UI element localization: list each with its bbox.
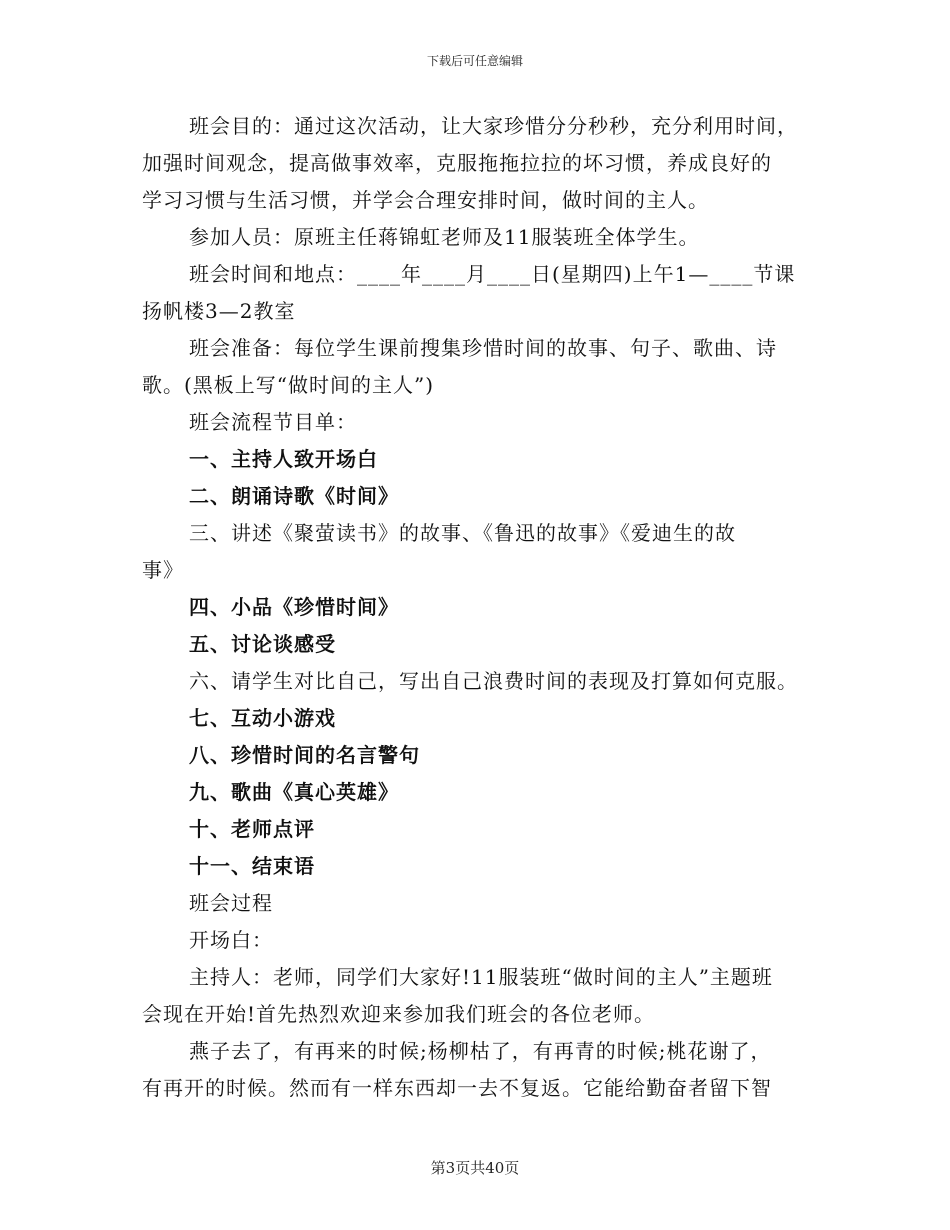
program-item-line: 七、互动小游戏 [189,706,336,730]
program-item-line: 十、老师点评 [189,817,315,841]
program-item-line: 一、主持人致开场白 [189,447,378,471]
paragraph-line: 有再开的时候。然而有一样东西却一去不复返。它能给勤奋者留下智 [142,1076,772,1100]
program-item-line: 四、小品《珍惜时间》 [189,595,399,619]
paragraph-line: 主持人：老师，同学们大家好!11服装班“做时间的主人”主题班 [189,965,773,989]
paragraph-line: 参加人员：原班主任蒋锦虹老师及11服装班全体学生。 [189,225,700,249]
paragraph-line: 三、讲述《聚萤读书》的故事、《鲁迅的故事》《爱迪生的故 [189,521,736,545]
paragraph-line: 班会流程节目单： [189,410,357,434]
program-item-line: 十一、结束语 [189,854,315,878]
page-number: 第3页共40页 [430,1159,520,1177]
paragraph-line: 扬帆楼3—2教室 [142,299,296,323]
program-item-line: 九、歌曲《真心英雄》 [189,780,399,804]
document-body [142,108,812,1107]
paragraph-line: 班会准备：每位学生课前搜集珍惜时间的故事、句子、歌曲、诗 [189,336,777,360]
paragraph-line: 班会目的：通过这次活动，让大家珍惜分分秒秒，充分利用时间， [189,114,798,138]
program-item-line: 二、朗诵诗歌《时间》 [189,484,399,508]
paragraph-line: 学习习惯与生活习惯，并学会合理安排时间，做时间的主人。 [142,188,709,212]
paragraph-line: 燕子去了，有再来的时候;杨柳枯了，有再青的时候;桃花谢了， [189,1039,772,1063]
paragraph-line: 歌。(黑板上写“做时间的主人”) [142,373,435,397]
paragraph-line: 加强时间观念，提高做事效率，克服拖拖拉拉的坏习惯，养成良好的 [142,151,772,175]
paragraph-line: 班会时间和地点：____年____月____日(星期四)上午1—____节课 [189,262,796,286]
paragraph-line: 会现在开始!首先热烈欢迎来参加我们班会的各位老师。 [142,1002,656,1026]
paragraph-line: 六、请学生对比自己，写出自己浪费时间的表现及打算如何克服。 [189,669,798,693]
paragraph-line: 开场白： [189,928,273,952]
page-header-note: 下载后可任意编辑 [426,54,523,68]
program-item-line: 五、讨论谈感受 [189,632,336,656]
program-item-line: 八、珍惜时间的名言警句 [189,743,420,767]
paragraph-line: 班会过程 [189,891,273,915]
paragraph-line: 事》 [142,558,184,582]
